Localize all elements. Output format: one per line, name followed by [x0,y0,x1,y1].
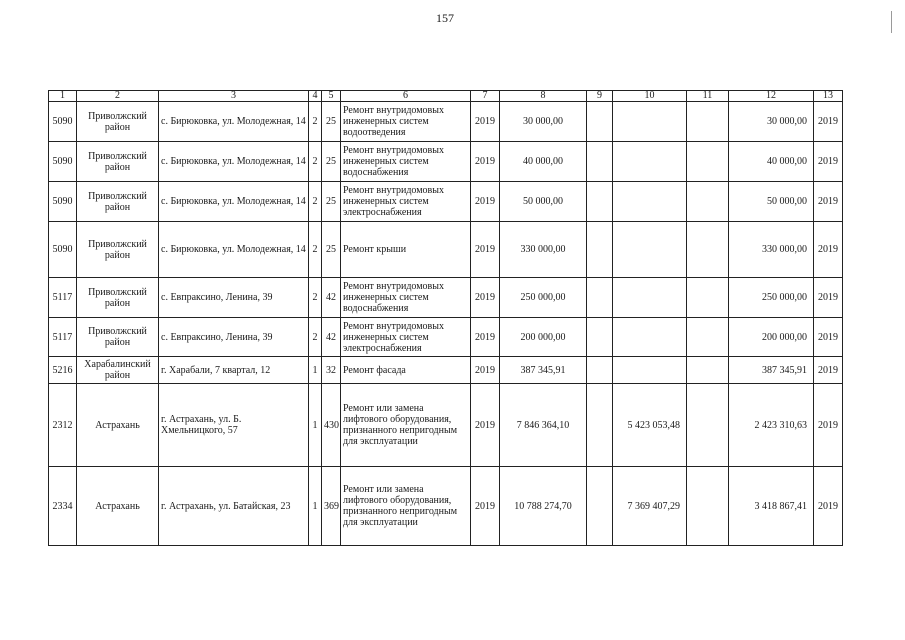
cell-col10: 5 423 053,48 [613,384,687,467]
cell-col10 [613,182,687,222]
cell-total-amount: 30 000,00 [500,102,587,142]
cell-total-amount: 330 000,00 [500,222,587,278]
cell-year: 2019 [471,182,500,222]
cell-col5: 25 [322,102,341,142]
repair-registry-table [48,90,843,546]
cell-col5: 430 [322,384,341,467]
cell-total-amount: 387 345,91 [500,357,587,384]
cell-col10 [613,142,687,182]
table-row [49,467,843,546]
cell-col9 [587,142,613,182]
cell-code: 5090 [49,102,77,142]
cell-year: 2019 [471,222,500,278]
cell-work-type: Ремонт фасада [341,357,471,384]
table-row [49,142,843,182]
column-header: 4 [309,91,322,102]
column-header: 6 [341,91,471,102]
cell-col12: 3 418 867,41 [729,467,814,546]
cell-address: с. Евпраксино, Ленина, 39 [159,278,309,318]
cell-col11 [687,102,729,142]
cell-total-amount: 7 846 364,10 [500,384,587,467]
cell-col5: 25 [322,182,341,222]
cell-col12: 50 000,00 [729,182,814,222]
cell-code: 5117 [49,318,77,357]
cell-col4: 2 [309,278,322,318]
cell-col11 [687,384,729,467]
cell-district: Астрахань [77,467,159,546]
column-header: 2 [77,91,159,102]
table-row [49,182,843,222]
cell-year: 2019 [471,142,500,182]
cell-year: 2019 [471,384,500,467]
cell-col4: 1 [309,357,322,384]
cell-code: 2334 [49,467,77,546]
scan-edge-mark [891,11,892,33]
cell-col10 [613,318,687,357]
cell-total-amount: 40 000,00 [500,142,587,182]
cell-work-type: Ремонт внутридомовых инженерных систем водоснабжения [341,278,471,318]
cell-col12: 330 000,00 [729,222,814,278]
column-header: 13 [814,91,843,102]
cell-col10 [613,357,687,384]
cell-district: Харабалинский район [77,357,159,384]
cell-col9 [587,318,613,357]
cell-col5: 369 [322,467,341,546]
cell-address: с. Евпраксино, Ленина, 39 [159,318,309,357]
cell-col10 [613,222,687,278]
cell-total-amount: 10 788 274,70 [500,467,587,546]
cell-work-type: Ремонт или замена лифтового оборудования, признанного непригодным для эксплуатации [341,384,471,467]
table-row [49,357,843,384]
cell-work-type: Ремонт внутридомовых инженерных систем водоснабжения [341,142,471,182]
column-header: 5 [322,91,341,102]
cell-col11 [687,182,729,222]
page-number: 157 [436,11,454,25]
table-row [49,222,843,278]
cell-work-type: Ремонт внутридомовых инженерных систем электроснабжения [341,318,471,357]
table-row [49,278,843,318]
cell-total-amount: 200 000,00 [500,318,587,357]
cell-address: г. Харабали, 7 квартал, 12 [159,357,309,384]
cell-year: 2019 [471,467,500,546]
cell-col10 [613,278,687,318]
cell-col4: 1 [309,467,322,546]
cell-district: Приволжский район [77,102,159,142]
cell-col11 [687,318,729,357]
column-header: 8 [500,91,587,102]
cell-col11 [687,467,729,546]
cell-col9 [587,278,613,318]
column-header: 3 [159,91,309,102]
cell-code: 5117 [49,278,77,318]
cell-col9 [587,102,613,142]
cell-col9 [587,384,613,467]
column-header: 12 [729,91,814,102]
cell-col13: 2019 [814,278,843,318]
cell-col4: 2 [309,102,322,142]
cell-col4: 2 [309,182,322,222]
cell-col5: 42 [322,318,341,357]
cell-col12: 40 000,00 [729,142,814,182]
cell-total-amount: 250 000,00 [500,278,587,318]
cell-col13: 2019 [814,467,843,546]
cell-col13: 2019 [814,318,843,357]
cell-address: г. Астрахань, ул. Б. Хмельницкого, 57 [159,384,309,467]
cell-col4: 1 [309,384,322,467]
header-row [49,91,843,102]
cell-col4: 2 [309,222,322,278]
cell-total-amount: 50 000,00 [500,182,587,222]
cell-col5: 25 [322,142,341,182]
cell-district: Приволжский район [77,182,159,222]
cell-year: 2019 [471,102,500,142]
cell-col5: 32 [322,357,341,384]
cell-code: 5090 [49,222,77,278]
cell-col11 [687,222,729,278]
cell-col12: 200 000,00 [729,318,814,357]
cell-address: г. Астрахань, ул. Батайская, 23 [159,467,309,546]
cell-work-type: Ремонт или замена лифтового оборудования, признанного непригодным для эксплуатации [341,467,471,546]
cell-work-type: Ремонт внутридомовых инженерных систем электроснабжения [341,182,471,222]
cell-col13: 2019 [814,102,843,142]
cell-address: с. Бирюковка, ул. Молодежная, 14 [159,222,309,278]
column-header: 11 [687,91,729,102]
cell-col12: 30 000,00 [729,102,814,142]
cell-year: 2019 [471,357,500,384]
cell-col12: 250 000,00 [729,278,814,318]
cell-col13: 2019 [814,182,843,222]
table-row [49,384,843,467]
cell-year: 2019 [471,318,500,357]
cell-col12: 387 345,91 [729,357,814,384]
cell-col9 [587,222,613,278]
cell-col5: 42 [322,278,341,318]
cell-col9 [587,182,613,222]
cell-work-type: Ремонт крыши [341,222,471,278]
cell-col5: 25 [322,222,341,278]
cell-district: Приволжский район [77,142,159,182]
cell-col11 [687,357,729,384]
cell-col13: 2019 [814,222,843,278]
cell-col10: 7 369 407,29 [613,467,687,546]
cell-code: 5216 [49,357,77,384]
cell-address: с. Бирюковка, ул. Молодежная, 14 [159,182,309,222]
cell-code: 5090 [49,142,77,182]
column-header: 7 [471,91,500,102]
cell-address: с. Бирюковка, ул. Молодежная, 14 [159,102,309,142]
cell-col11 [687,142,729,182]
cell-district: Астрахань [77,384,159,467]
cell-year: 2019 [471,278,500,318]
column-header: 1 [49,91,77,102]
column-header: 10 [613,91,687,102]
cell-district: Приволжский район [77,278,159,318]
cell-col4: 2 [309,318,322,357]
table-row [49,318,843,357]
cell-col10 [613,102,687,142]
cell-col13: 2019 [814,142,843,182]
cell-col12: 2 423 310,63 [729,384,814,467]
cell-col11 [687,278,729,318]
column-header: 9 [587,91,613,102]
cell-district: Приволжский район [77,318,159,357]
cell-code: 2312 [49,384,77,467]
cell-district: Приволжский район [77,222,159,278]
cell-work-type: Ремонт внутридомовых инженерных систем водоотведения [341,102,471,142]
cell-col13: 2019 [814,384,843,467]
cell-code: 5090 [49,182,77,222]
cell-col13: 2019 [814,357,843,384]
cell-col9 [587,467,613,546]
cell-col9 [587,357,613,384]
table-row [49,102,843,142]
cell-col4: 2 [309,142,322,182]
cell-address: с. Бирюковка, ул. Молодежная, 14 [159,142,309,182]
